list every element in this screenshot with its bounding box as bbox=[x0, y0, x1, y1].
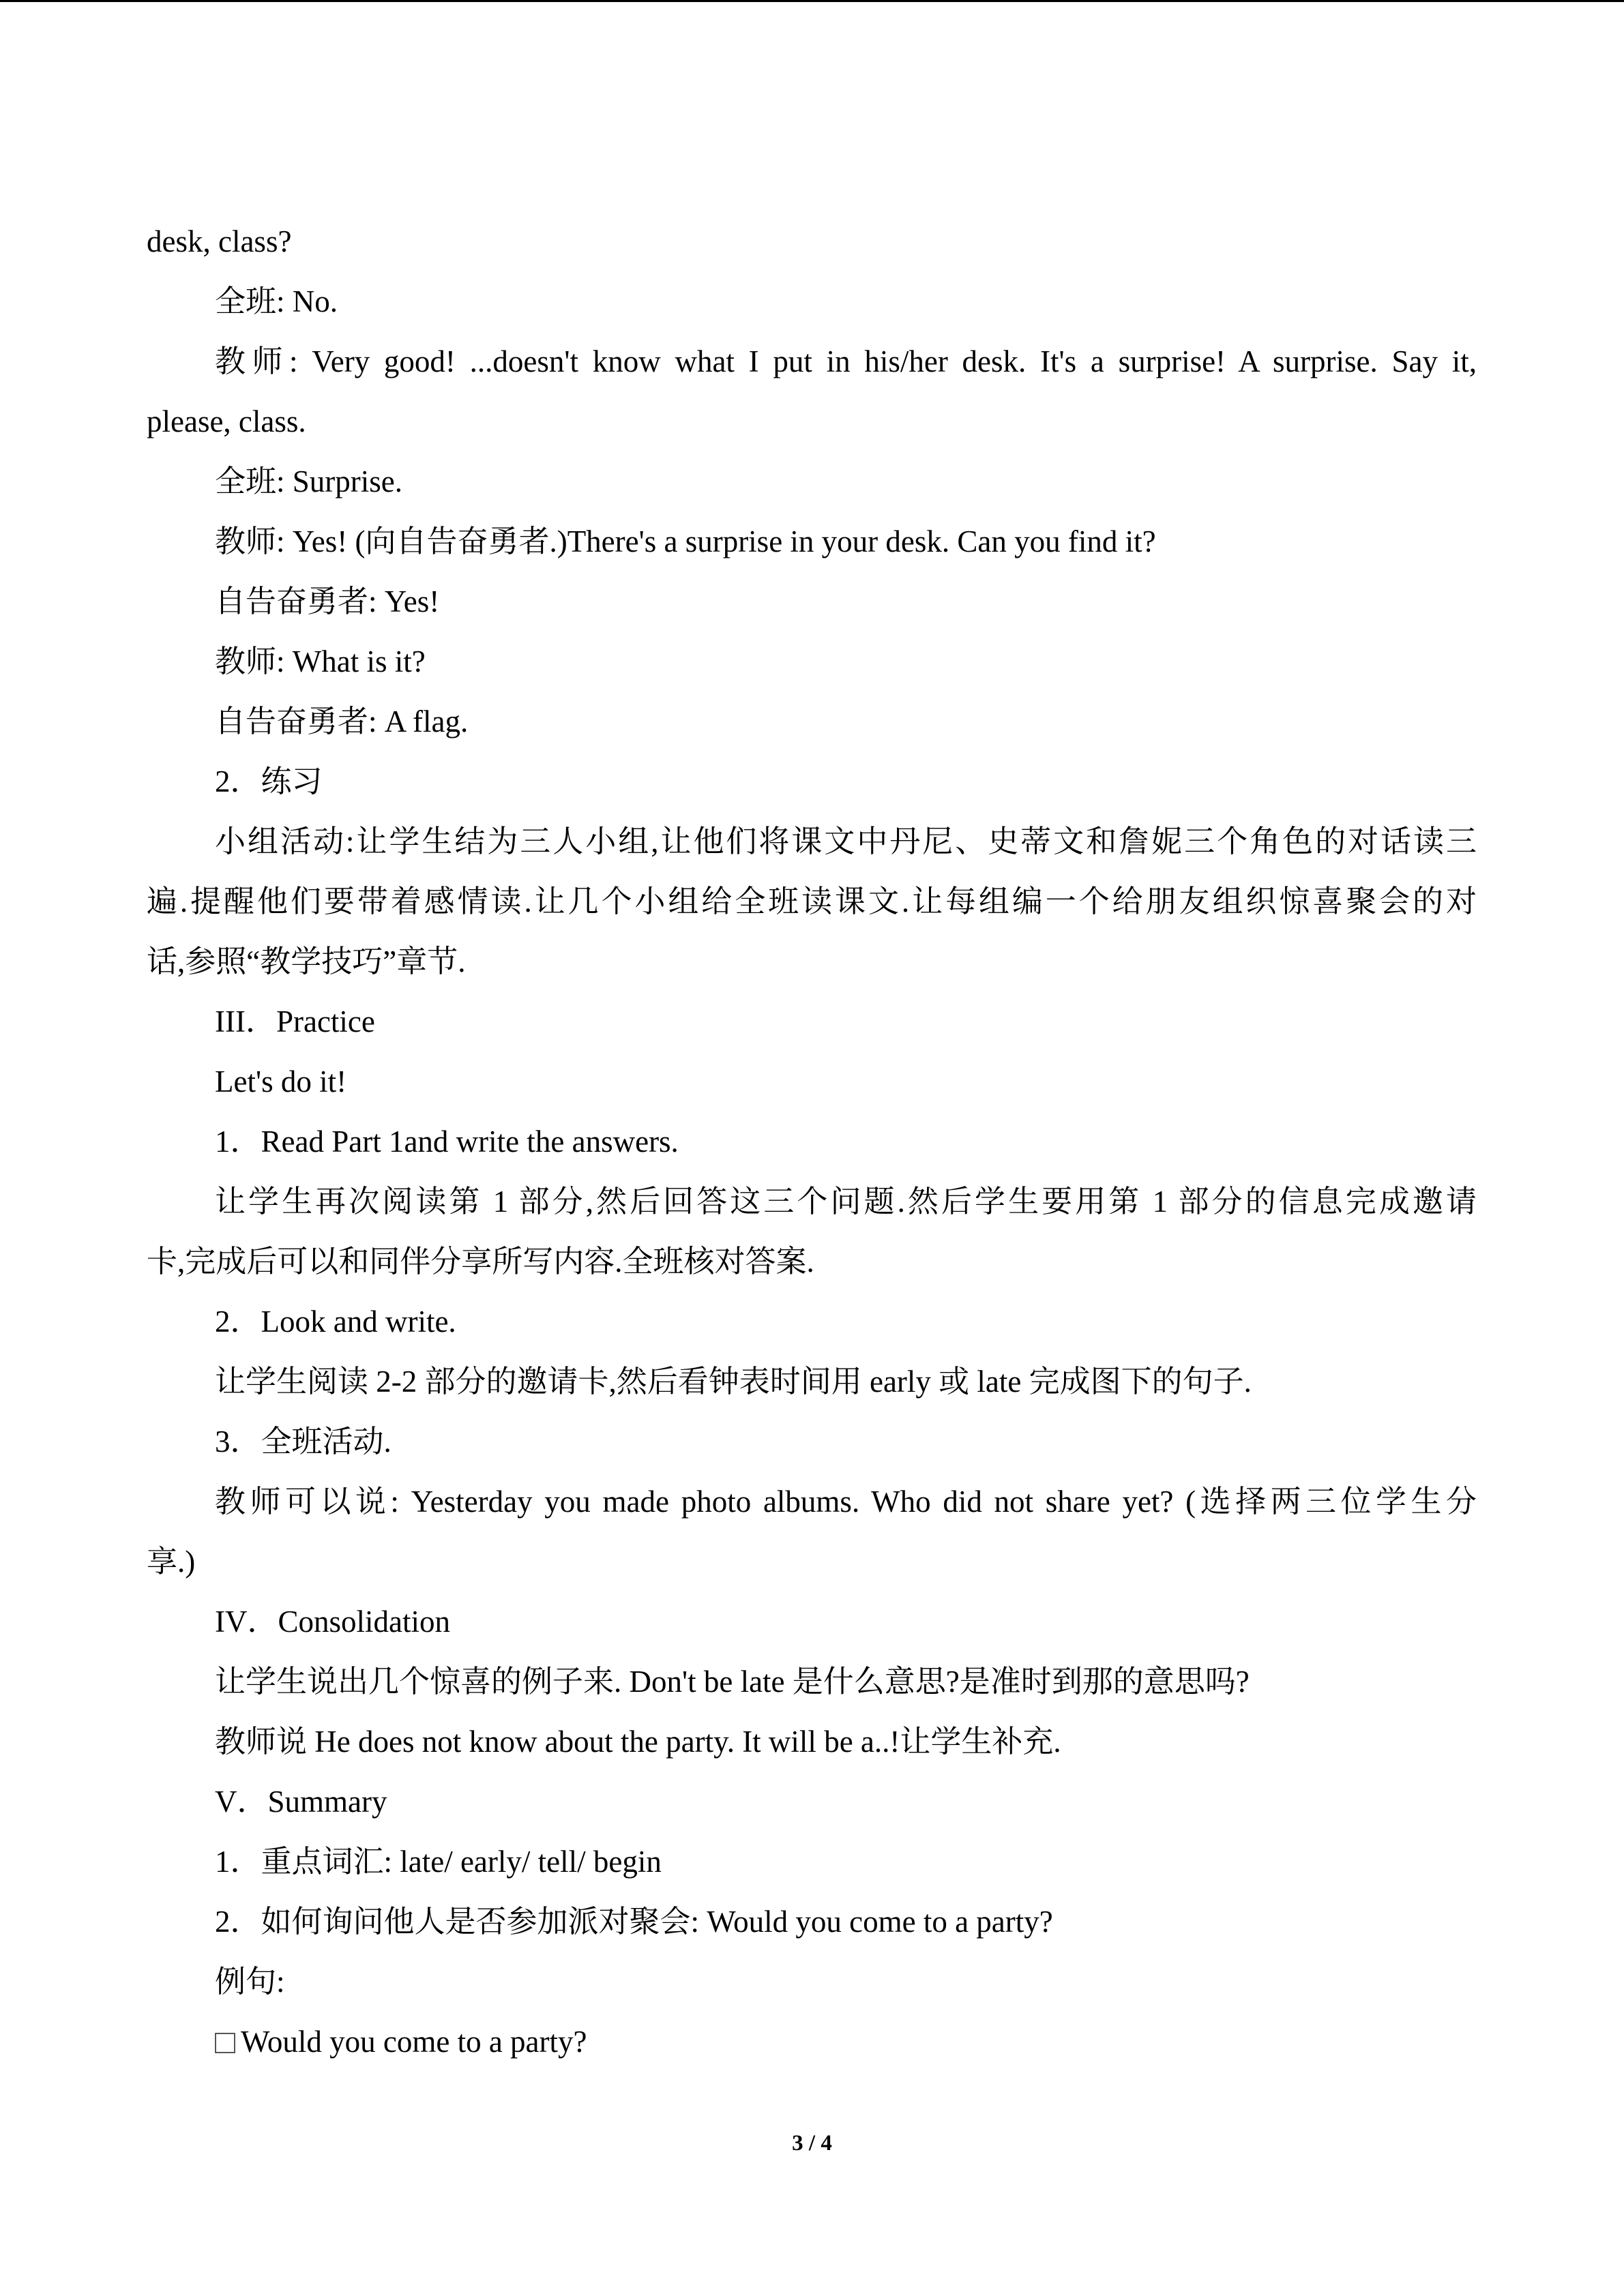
text-line: 让学生说出几个惊喜的例子来. Don't be late 是什么意思?是准时到那的意思吗? bbox=[215, 1665, 1250, 1699]
text-line: 2．Look and write. bbox=[215, 1304, 456, 1339]
text-line: please, class. bbox=[147, 404, 306, 438]
text-line: 3．全班活动. bbox=[215, 1425, 392, 1459]
text-line: 教师: Yes! (向自告奋勇者.)There's a surprise in your desk. Can you find it? bbox=[215, 524, 1156, 558]
section-heading: III．Practice bbox=[215, 1004, 375, 1039]
text-line: 自告奋勇者: A flag. bbox=[215, 704, 469, 739]
text-line: 享.) bbox=[147, 1545, 196, 1579]
text-line: 1．Read Part 1and write the answers. bbox=[215, 1124, 679, 1159]
example-line bbox=[147, 2012, 1477, 2072]
text-line: 卡,完成后可以和同伴分享所写内容.全班核对答案. bbox=[147, 1244, 814, 1279]
text-line: 遍.提醒他们要带着感情读.让几个小组给全班读课文.让每组编一个给朋友组织惊喜聚会的对 bbox=[147, 884, 1477, 919]
checkbox-square-icon bbox=[215, 2033, 235, 2053]
text-line: 话,参照“教学技巧”章节. bbox=[147, 944, 466, 979]
text-line: 小组活动:让学生结为三人小组,让他们将课文中丹尼、史蒂文和詹妮三个角色的对话读三 bbox=[215, 824, 1477, 859]
example-text: Would you come to a party? bbox=[241, 2025, 587, 2059]
document-body bbox=[147, 211, 1477, 2072]
text-line: 自告奋勇者: Yes! bbox=[215, 584, 440, 618]
page-number: 3 / 4 bbox=[792, 2131, 832, 2156]
text-line: 教师可以说: Yesterday you made photo albums. Who did not share yet? (选择两三位学生分 bbox=[215, 1485, 1477, 1519]
text-line: 教师说 He does not know about the party. It will be a..!让学生补充. bbox=[215, 1725, 1061, 1759]
text-line: 让学生再次阅读第 1 部分,然后回答这三个问题.然后学生要用第 1 部分的信息完成邀请 bbox=[215, 1184, 1477, 1219]
text-line: 全班: No. bbox=[215, 284, 338, 318]
text-line: Let's do it! bbox=[215, 1064, 347, 1099]
section-heading: IV．Consolidation bbox=[215, 1605, 450, 1639]
text-line: 教师: Very good! ...doesn't know what I put in his/her desk. It's a surprise! A surprise. Say it, bbox=[215, 344, 1477, 378]
text-line: 全班: Surprise. bbox=[215, 464, 402, 498]
section-heading: 2．练习 bbox=[215, 764, 323, 799]
text-line: 2．如何询问他人是否参加派对聚会: Would you come to a party? bbox=[215, 1905, 1053, 1939]
top-border-line bbox=[0, 0, 1624, 2]
text-line: 让学生阅读 2-2 部分的邀请卡,然后看钟表时间用 early 或 late 完成图下的句子. bbox=[215, 1365, 1252, 1399]
text-line: 1．重点词汇: late/ early/ tell/ begin bbox=[215, 1845, 662, 1879]
text-line: desk, class? bbox=[147, 224, 292, 258]
section-heading: V．Summary bbox=[215, 1785, 387, 1819]
text-line: 例句: bbox=[215, 1965, 285, 1999]
text-line: 教师: What is it? bbox=[215, 644, 426, 679]
